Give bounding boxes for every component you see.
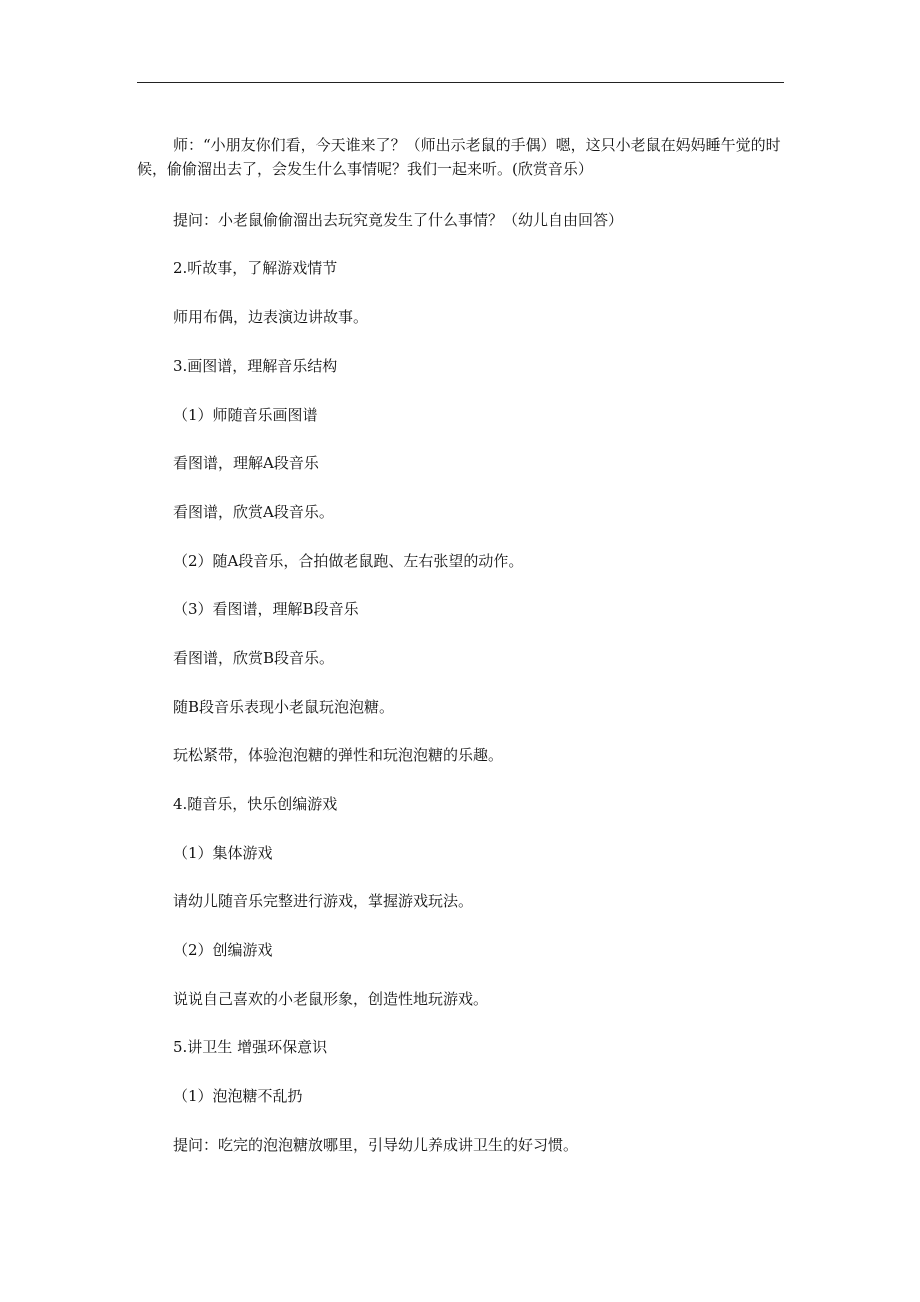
section-heading-2: 2.听故事，了解游戏情节 xyxy=(173,259,338,277)
paragraph-a-appreciate: 看图谱，欣赏A段音乐。 xyxy=(173,503,334,521)
subitem-3-1: （1）师随音乐画图谱 xyxy=(173,406,318,424)
section-heading-4: 4.随音乐，快乐创编游戏 xyxy=(173,795,338,813)
subitem-4-2: （2）创编游戏 xyxy=(173,941,273,959)
section-heading-3: 3.画图谱，理解音乐结构 xyxy=(173,357,338,375)
subitem-5-1: （1）泡泡糖不乱扔 xyxy=(173,1087,303,1105)
paragraph-b-appreciate: 看图谱，欣赏B段音乐。 xyxy=(173,649,335,667)
header-rule xyxy=(137,82,784,83)
paragraph-question: 提问：小老鼠偷偷溜出去玩究竟发生了什么事情？（幼儿自由回答） xyxy=(173,211,624,229)
paragraph-elastic: 玩松紧带，体验泡泡糖的弹性和玩泡泡糖的乐趣。 xyxy=(173,746,504,764)
paragraph-b-perform: 随B段音乐表现小老鼠玩泡泡糖。 xyxy=(173,698,395,716)
subitem-4-1: （1）集体游戏 xyxy=(173,844,273,862)
subitem-3-3: （3）看图谱，理解B段音乐 xyxy=(173,600,359,618)
paragraph-hygiene: 提问：吃完的泡泡糖放哪里，引导幼儿养成讲卫生的好习惯。 xyxy=(173,1136,579,1154)
section-heading-5: 5.讲卫生 增强环保意识 xyxy=(173,1038,328,1056)
paragraph-create-game: 说说自己喜欢的小老鼠形象，创造性地玩游戏。 xyxy=(173,990,489,1008)
subitem-3-2: （2）随A段音乐，合拍做老鼠跑、左右张望的动作。 xyxy=(173,552,524,570)
paragraph-group-game: 请幼儿随音乐完整进行游戏，掌握游戏玩法。 xyxy=(173,892,474,910)
paragraph-a-understand: 看图谱，理解A段音乐 xyxy=(173,454,319,472)
paragraph-intro: 师：“小朋友你们看，今天谁来了？（师出示老鼠的手偶）嗯，这只小老鼠在妈妈睡午觉的时候，偷偷溜出去了，会发生什么事情呢？我们一起来听。(欣赏音乐） xyxy=(137,136,781,178)
paragraph-story: 师用布偶，边表演边讲故事。 xyxy=(173,308,369,326)
